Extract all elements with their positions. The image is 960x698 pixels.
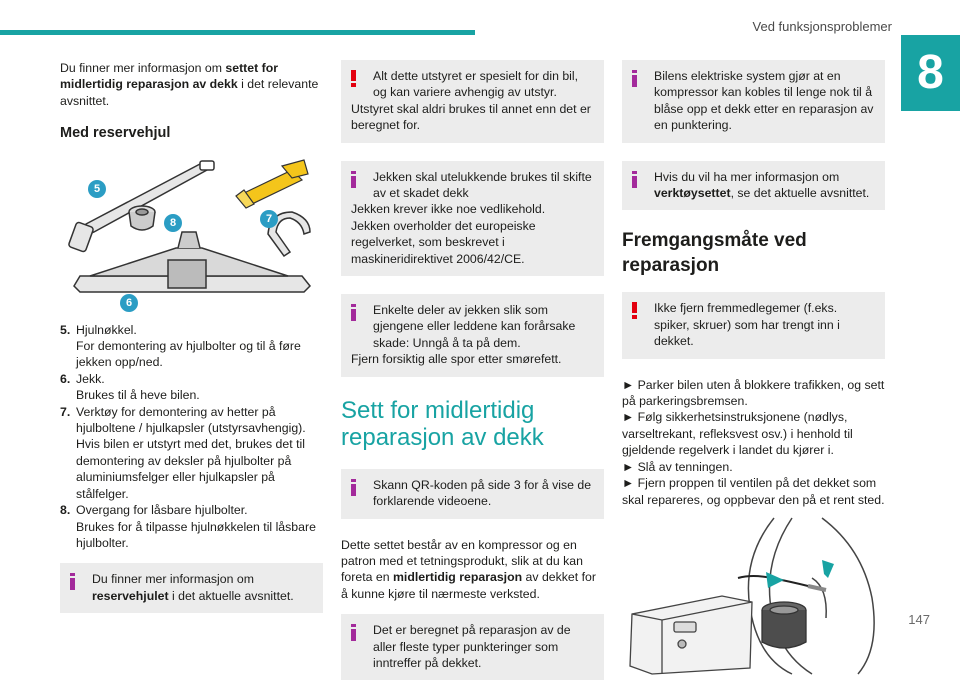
info-note-toolkit: Hvis du vil ha mer informasjon om verktøysettet, se det aktuelle avsnittet. xyxy=(622,161,885,211)
warning-note-equipment: Alt dette utstyret er spesielt for din bil, og kan variere avhengig av utstyr. Utstyret skal aldri brukes til annet enn det er beregnet for. xyxy=(341,60,604,143)
procedure-step: ► Fjern proppen til ventilen på det dekket som skal repareres, og oppbevar den på et rent sted. xyxy=(622,476,885,507)
column-1 xyxy=(60,60,323,631)
compressor-illustration xyxy=(622,518,884,674)
kit-description: Dette settet består av en kompressor og en patron med et tetningsprodukt, slik at du kan foreta en midlertidig reparasjon av dekket for å kunne kjøre til nærmeste verksted. xyxy=(341,537,596,601)
procedure-step: ► Parker bilen uten å blokkere trafikken, og sett på parkeringsbremsen. xyxy=(622,377,885,409)
info-note-puncture-types: Det er beregnet på reparasjon av de aller fleste typer punkteringer som inntreffer på dekket. xyxy=(341,614,604,680)
info-note-electrical: Bilens elektriske system gjør at en kompressor kan kobles til lenge nok til å blåse opp et dekk etter en reparasjon av en punktering. xyxy=(622,60,885,143)
compressor-icon xyxy=(630,596,752,674)
list-item: 8. Overgang for låsbare hjulbolter. Brukes for å tilpasse hjulnøkkelen til låsbare hjulbolter. xyxy=(60,503,316,550)
tool-kit-drawing xyxy=(60,152,322,312)
info-note-jack-parts: Enkelte deler av jekken slik som gjengene eller leddene kan forårsake skade: Unngå å ta på dem. Fjern forsiktig alle spor etter smørefett. xyxy=(341,294,604,377)
column-2 xyxy=(341,60,604,698)
tool-list xyxy=(60,322,323,552)
chapter-tab: 8 xyxy=(901,35,960,111)
tool-kit-illustration xyxy=(60,152,322,312)
heading-repair-kit: Sett for midlertidig reparasjon av dekk xyxy=(341,396,544,451)
procedure-steps xyxy=(622,377,885,508)
section-title: Ved funksjonsproblemer xyxy=(752,19,892,34)
figure-label-8: 8 xyxy=(164,214,182,232)
sealant-cartridge-icon xyxy=(762,602,806,648)
info-note-jack: Jekken skal utelukkende brukes til skifte av et skadet dekk Jekken krever ikke noe vedlikehold. Jekken overholder det europeiske regelverket, som beskrevet i maskineridirektivet 2006/42/CE. xyxy=(341,161,604,276)
figure-label-5: 5 xyxy=(88,180,106,198)
tyre-icon xyxy=(748,518,874,674)
page-number: 147 xyxy=(908,612,930,627)
info-note-spare-wheel: Du finner mer informasjon om reservehjulet i det aktuelle avsnittet. xyxy=(60,563,323,613)
heading-spare-wheel: Med reservehjul xyxy=(60,125,171,142)
procedure-step: ► Følg sikkerhetsinstruksjonene (nødlys, varseltrekant, refleksvest osv.) i henhold til gjeldende regelverk i landet du kjører i. xyxy=(622,410,853,458)
info-note-qr: Skann QR-koden på side 3 for å vise de forklarende videoene. xyxy=(341,469,604,519)
compressor-drawing xyxy=(622,518,884,674)
procedure-step: ► Slå av tenningen. xyxy=(622,459,733,474)
warning-note-foreign-objects: Ikke fjern fremmedlegemer (f.eks. spiker, skruer) som har trengt inn i dekket. xyxy=(622,292,885,358)
list-item: 6. Jekk. Brukes til å heve bilen. xyxy=(60,371,200,403)
column-3 xyxy=(622,60,885,674)
list-item: 5. Hjulnøkkel. For demontering av hjulbolter og til å føre jekken opp/ned. xyxy=(60,322,301,370)
heading-procedure: Fremgangsmåte ved reparasjon xyxy=(622,230,807,277)
figure-label-6: 6 xyxy=(120,294,138,312)
figure-label-7: 7 xyxy=(260,210,278,228)
list-item: 7. Verktøy for demontering av hetter på hjulboltene / hjulkapsler (utstyrsavhengig). Hvis bilen er utstyrt med det, brukes det til demontering av deksler på hjulbolter på aluminiumsfelger eller hjulkapsler på stålfelger. xyxy=(60,404,306,501)
cap-removal-tool-icon xyxy=(236,160,308,208)
lock-adapter-icon xyxy=(129,206,155,230)
intro-paragraph: Du finner mer informasjon om settet for midlertidig reparasjon av dekk i det relevante avsnittet. xyxy=(60,61,319,108)
header-accent-bar xyxy=(0,30,475,35)
